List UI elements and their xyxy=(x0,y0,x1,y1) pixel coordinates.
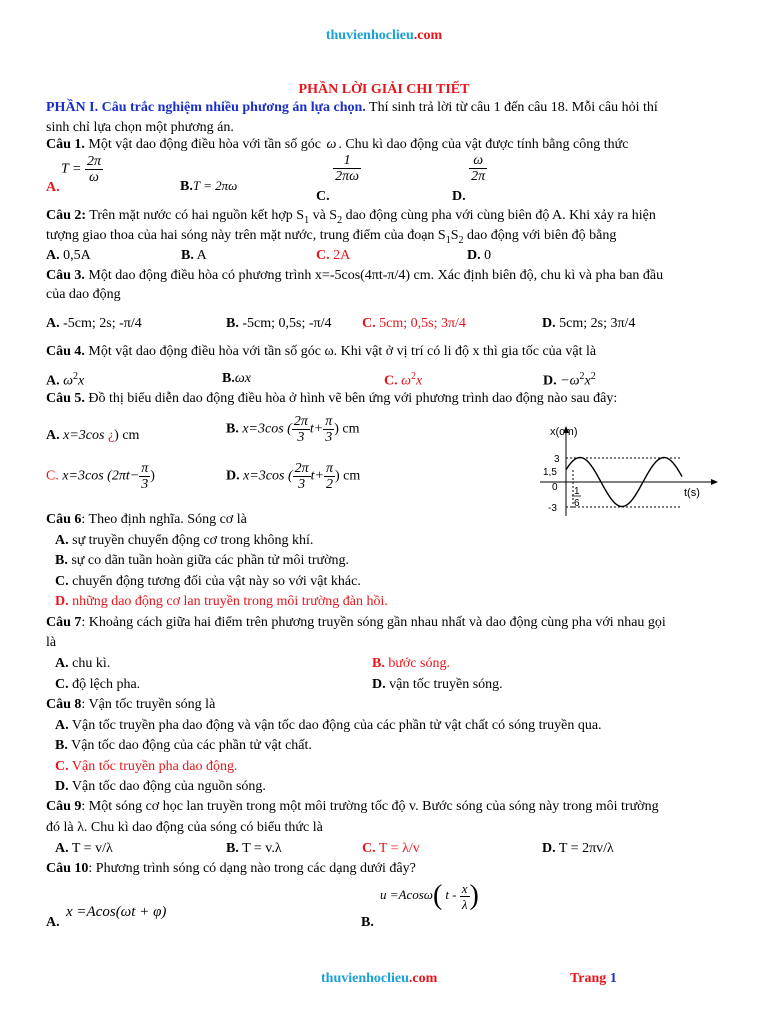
graph-tick-neg3: -3 xyxy=(548,503,557,514)
q5-c-unit: ) xyxy=(150,468,155,484)
q5-a-expr: x=3cos xyxy=(63,428,105,443)
q9-a-text: T = v/λ xyxy=(68,841,113,856)
q1-d-letter: D. xyxy=(452,188,466,204)
q8-stem xyxy=(46,697,215,713)
q4-text: Một vật dao động điều hòa với tần số góc ω. Khi vật ở vị trí có li độ x thì gia tốc của vật là xyxy=(84,344,597,359)
graph-xtick-num: 1 xyxy=(574,486,580,497)
q7-option-c[interactable] xyxy=(55,677,140,693)
q5-b-unit: ) cm xyxy=(334,421,360,437)
q5-text: Đồ thị biểu diễn dao động điều hòa ở hình vẽ bên ứng với phương trình dao động nào sau đây: xyxy=(84,391,618,406)
q2-t4: tượng giao thoa của hai sóng này trên mặt nước, trung điểm của đoạn S xyxy=(46,228,446,243)
q8-text: : Vận tốc truyền sóng là xyxy=(81,697,216,712)
q4-a-letter: A. xyxy=(46,373,60,389)
q2-option-c[interactable] xyxy=(316,248,350,264)
q1-a-num: 2π xyxy=(86,154,101,169)
q6-d-letter: D. xyxy=(55,594,69,609)
q9-a-letter: A. xyxy=(55,841,69,856)
q9-option-b[interactable] xyxy=(226,841,282,857)
q8-c-letter: C. xyxy=(55,759,69,774)
q3-d-letter: D. xyxy=(542,316,556,331)
q2-d-letter: D. xyxy=(467,248,481,263)
graph-tick-0: 0 xyxy=(552,482,558,493)
q2-b-text: A xyxy=(193,248,207,263)
q5-option-d[interactable] xyxy=(226,461,360,492)
q9-text: : Một sóng cơ học lan truyền trong một môi trường tốc độ v. Bước sóng của sóng này trong môi trường xyxy=(81,799,659,814)
q6-option-c[interactable] xyxy=(55,574,361,590)
page-num: 1 xyxy=(609,971,617,986)
q1-option-c[interactable] xyxy=(316,153,361,204)
q10-label: Câu 10 xyxy=(46,861,89,876)
graph-tick-3: 3 xyxy=(554,454,560,465)
q3-a-letter: A. xyxy=(46,316,60,331)
q5-option-a[interactable] xyxy=(46,428,139,444)
q1-c-letter: C. xyxy=(316,188,330,204)
q3-option-b[interactable] xyxy=(226,316,331,332)
q3-c-text: 5cm; 0,5s; 3π/4 xyxy=(375,316,466,331)
q3-c-letter: C. xyxy=(362,316,376,331)
q2-label: Câu 2: xyxy=(46,208,87,223)
q10-option-a-formula: x =Acos(ωt + φ) xyxy=(66,904,167,920)
q4-stem xyxy=(46,344,596,360)
q1-c-den: 2πω xyxy=(335,169,360,184)
q8-option-a[interactable] xyxy=(55,718,602,734)
graph-ylabel: x(cm) xyxy=(550,426,578,438)
q1-option-b[interactable] xyxy=(180,178,237,195)
q10-b-num: x xyxy=(461,880,468,896)
q7-a-letter: A. xyxy=(55,656,69,671)
q1-option-a-formula xyxy=(61,154,103,185)
q1-b-expr: T = 2πω xyxy=(192,178,238,193)
q1-c-num: 1 xyxy=(333,153,361,169)
q3-b-text: -5cm; 0,5s; -π/4 xyxy=(238,316,332,331)
q7-label: Câu 7 xyxy=(46,615,82,630)
q7-stem-line2: là xyxy=(46,635,57,650)
q1-text: Một vật dao động điều hòa với tần số góc xyxy=(84,137,325,152)
q8-a-text: Vận tốc truyền pha dao động và vận tốc dao động của các phần tử vật chất có sóng truyền qua. xyxy=(68,718,602,733)
q5-d-mid: t+ xyxy=(310,468,324,484)
q7-d-letter: D. xyxy=(372,677,386,692)
q2-c-letter: C. xyxy=(316,248,330,263)
q5-a-unit: ) cm xyxy=(114,428,140,443)
q9-d-text: T = 2πv/λ xyxy=(555,841,614,856)
q4-a-base: ω xyxy=(63,373,74,389)
q3-text: Một dao động điều hòa có phương trình x=-5cos(4πt-π/4) cm. Xác định biên độ, chu kì và pha ban đầu xyxy=(84,268,664,283)
q10-option-a-letter[interactable] xyxy=(46,915,60,931)
q4-d-sup2: 2 xyxy=(590,371,596,382)
q1-text2: . Chu kì dao động của vật được tính bằng công thức xyxy=(338,137,629,152)
q7-text: : Khoảng cách giữa hai điểm trên phương truyền sóng gần nhau nhất và dao động cùng pha với nhau gọi xyxy=(81,615,666,630)
q2-d-text: 0 xyxy=(480,248,492,263)
q9-c-letter: C. xyxy=(362,841,376,856)
q7-c-text: độ lệch pha. xyxy=(68,677,141,692)
q5-a-letter: A. xyxy=(46,428,60,443)
q4-option-c[interactable] xyxy=(384,371,422,390)
q8-option-b[interactable] xyxy=(55,738,312,754)
q5-d-n2: π xyxy=(325,461,333,476)
q10-stem xyxy=(46,861,416,877)
q7-b-text: bước sóng. xyxy=(384,656,450,671)
q5-d-lhs: x=3cos ( xyxy=(243,468,293,484)
q2-b-letter: B. xyxy=(181,248,194,263)
q3-stem-line1 xyxy=(46,268,663,284)
q2-c-text: 2A xyxy=(329,248,351,263)
footer-site[interactable] xyxy=(321,971,437,987)
q5-b-d1: 3 xyxy=(297,430,305,445)
q5-b-n2: π xyxy=(325,414,333,429)
q2-option-b[interactable] xyxy=(181,248,207,264)
q6-b-letter: B. xyxy=(55,553,68,568)
q7-c-letter: C. xyxy=(55,677,69,692)
q4-a-tail: x xyxy=(78,373,85,389)
q9-option-d[interactable] xyxy=(542,841,614,857)
q1-label: Câu 1. xyxy=(46,137,85,152)
q4-d-letter: D. xyxy=(543,373,557,389)
q1-d-den: 2π xyxy=(471,169,486,184)
q9-stem-line1 xyxy=(46,799,659,815)
q8-d-text: Vận tốc dao động của nguồn sóng. xyxy=(68,779,266,794)
q3-option-d[interactable] xyxy=(542,316,635,332)
q2-stem-line2 xyxy=(46,228,616,246)
page-number xyxy=(570,971,617,987)
q4-c-sup: 2 xyxy=(411,371,417,382)
q4-c-base: ω xyxy=(401,373,412,389)
q6-c-text: chuyển động tương đối của vật này so với vật khác. xyxy=(68,574,361,589)
q6-b-text: sự co dãn tuần hoàn giữa các phần tử môi trường. xyxy=(67,553,349,568)
q10-b-den: λ xyxy=(461,896,468,912)
q8-option-d[interactable] xyxy=(55,779,266,795)
q10-b-lhs: u =Acosω xyxy=(380,886,433,902)
q10-text: : Phương trình sóng có dạng nào trong các dạng dưới đây? xyxy=(88,861,416,876)
q2-t1: Trên mặt nước có hai nguồn kết hợp S xyxy=(86,208,305,223)
q3-d-text: 5cm; 2s; 3π/4 xyxy=(555,316,636,331)
q5-oscillation-graph xyxy=(532,420,722,518)
q1-b-letter: B. xyxy=(180,179,193,194)
q2-a-letter: A. xyxy=(46,248,60,263)
q8-a-letter: A. xyxy=(55,718,69,733)
q8-b-letter: B. xyxy=(55,738,68,753)
q2-t2: và S xyxy=(309,208,338,223)
q8-c-text: Vận tốc truyền pha dao động. xyxy=(68,759,238,774)
q5-stem xyxy=(46,391,617,407)
q2-option-a[interactable] xyxy=(46,248,91,264)
q7-b-letter: B. xyxy=(372,656,385,671)
q9-d-letter: D. xyxy=(542,841,556,856)
q4-b-letter: B. xyxy=(222,371,235,386)
q3-stem-line2: của dao động xyxy=(46,287,121,302)
q2-s3: 1 xyxy=(445,234,451,246)
q2-stem-line1 xyxy=(46,208,656,226)
q4-option-a[interactable] xyxy=(46,371,84,390)
q5-b-mid: t+ xyxy=(309,421,324,437)
q6-a-letter: A. xyxy=(55,533,69,548)
q2-t3: dao động cùng pha với cùng biên độ A. Khi xảy ra hiện xyxy=(342,208,656,223)
q2-s2: 2 xyxy=(337,214,343,226)
q10-option-b-formula: u =Acosω( t - $\frac{x}{\lambda}$ ) xyxy=(380,880,479,912)
q4-option-b[interactable] xyxy=(222,371,251,387)
q5-option-c[interactable] xyxy=(46,461,155,492)
q10-b-mid: t - xyxy=(445,886,457,902)
page-label: Trang xyxy=(570,971,610,986)
graph-x-arrow xyxy=(711,479,718,485)
q5-d-d2: 2 xyxy=(325,477,333,492)
q10-option-b-letter[interactable] xyxy=(361,915,374,931)
q9-b-text: T = v.λ xyxy=(238,841,282,856)
part1-instruction: Thí sinh trả lời từ câu 1 đến câu 18. Mỗi câu hỏi thí xyxy=(365,100,658,115)
q5-a-glyph: ¿ xyxy=(107,428,115,443)
page-title: PHẦN LỜI GIẢI CHI TIẾT xyxy=(298,82,470,97)
q6-text: : Theo định nghĩa. Sóng cơ là xyxy=(81,512,247,527)
q6-label: Câu 6 xyxy=(46,512,82,527)
q6-stem xyxy=(46,512,247,528)
q8-label: Câu 8 xyxy=(46,697,82,712)
q4-d-tail: x xyxy=(584,373,591,389)
header-site-tld: .com xyxy=(413,28,443,43)
q1-d-num: ω xyxy=(469,153,487,169)
q1-option-a-letter[interactable]: A. xyxy=(46,180,60,195)
header-site-name: thuvienhoclieu xyxy=(325,28,414,43)
q5-b-n1: 2π xyxy=(293,414,308,429)
q7-a-text: chu kì. xyxy=(68,656,111,671)
q2-a-text: 0,5A xyxy=(59,248,91,263)
graph-tick-1-5: 1,5 xyxy=(543,467,557,478)
q5-d-n1: 2π xyxy=(294,461,309,476)
q3-label: Câu 3. xyxy=(46,268,85,283)
q5-b-lhs: x=3cos ( xyxy=(242,421,292,437)
q7-option-a[interactable] xyxy=(55,656,110,672)
q1-a-den: ω xyxy=(89,170,99,185)
q8-b-text: Vận tốc dao động của các phần tử vật chất. xyxy=(67,738,312,753)
q4-c-tail: x xyxy=(416,373,423,389)
q7-option-b[interactable] xyxy=(372,656,450,672)
q4-d-sup: 2 xyxy=(579,371,585,382)
q2-t5: S xyxy=(450,228,459,243)
q9-b-letter: B. xyxy=(226,841,239,856)
q1-stem xyxy=(46,137,628,153)
q5-d-letter: D. xyxy=(226,468,240,484)
q5-c-lhs: x=3cos (2πt− xyxy=(62,468,140,484)
q4-b-base: ωx xyxy=(234,371,251,386)
q2-s1: 1 xyxy=(304,214,310,226)
q5-c-n1: π xyxy=(141,461,149,476)
q4-d-base: −ω xyxy=(560,373,580,389)
q7-d-text: vận tốc truyền sóng. xyxy=(385,677,503,692)
q5-d-d1: 3 xyxy=(298,477,306,492)
q5-d-unit: ) cm xyxy=(335,468,361,484)
q3-option-a[interactable] xyxy=(46,316,142,332)
footer-site-name: thuvienhoclieu xyxy=(321,971,409,986)
footer-site-tld: .com xyxy=(408,971,438,986)
q7-stem-line1 xyxy=(46,615,666,631)
q5-b-d2: 3 xyxy=(325,430,333,445)
q4-label: Câu 4. xyxy=(46,344,85,359)
q7-option-d[interactable] xyxy=(372,677,503,693)
omega-symbol: ω xyxy=(326,137,337,152)
q2-t6: dao động với biên độ bằng xyxy=(463,228,617,243)
part1-heading: PHẦN I. Câu trắc nghiệm nhiều phương án lựa chọn. xyxy=(46,100,366,115)
q9-stem-line2: đó là λ. Chu kì dao động của sóng có biểu thức là xyxy=(46,820,323,835)
q1-option-d[interactable] xyxy=(452,153,487,204)
q4-option-d[interactable] xyxy=(543,371,596,390)
q6-option-a[interactable] xyxy=(55,533,313,549)
q5-b-letter: B. xyxy=(226,421,239,437)
q1-a-lhs: T = xyxy=(61,161,82,177)
part1-line1 xyxy=(46,100,658,116)
q4-c-letter: C. xyxy=(384,373,398,389)
q9-option-a[interactable] xyxy=(55,841,113,857)
q3-option-c[interactable] xyxy=(362,316,466,332)
q3-b-letter: B. xyxy=(226,316,239,331)
q3-a-text: -5cm; 2s; -π/4 xyxy=(59,316,142,331)
header-site[interactable] xyxy=(0,28,768,44)
graph-xtick-den: 6 xyxy=(574,498,580,509)
q5-c-d1: 3 xyxy=(141,477,149,492)
q8-d-letter: D. xyxy=(55,779,69,794)
q4-a-sup: 2 xyxy=(73,371,79,382)
q10-a-letter: A. xyxy=(46,915,60,930)
graph-xlabel: t(s) xyxy=(684,487,700,499)
q6-d-text: những dao động cơ lan truyền trong môi trường đàn hồi. xyxy=(68,594,388,609)
q6-a-text: sự truyền chuyển động cơ trong không khí. xyxy=(68,533,314,548)
q9-label: Câu 9 xyxy=(46,799,82,814)
q6-c-letter: C. xyxy=(55,574,69,589)
q2-s4: 2 xyxy=(458,234,464,246)
q5-c-letter: C. xyxy=(46,468,59,484)
q9-c-text: T = λ/v xyxy=(375,841,420,856)
q9-option-c[interactable] xyxy=(362,841,420,857)
q6-option-b[interactable] xyxy=(55,553,349,569)
q10-b-letter: B. xyxy=(361,915,374,930)
q5-option-b[interactable] xyxy=(226,414,359,445)
q2-option-d[interactable] xyxy=(467,248,491,264)
part1-line2: sinh chỉ lựa chọn một phương án. xyxy=(46,120,234,135)
q5-label: Câu 5. xyxy=(46,391,85,406)
q6-option-d[interactable] xyxy=(55,594,388,610)
q8-option-c[interactable] xyxy=(55,759,238,775)
